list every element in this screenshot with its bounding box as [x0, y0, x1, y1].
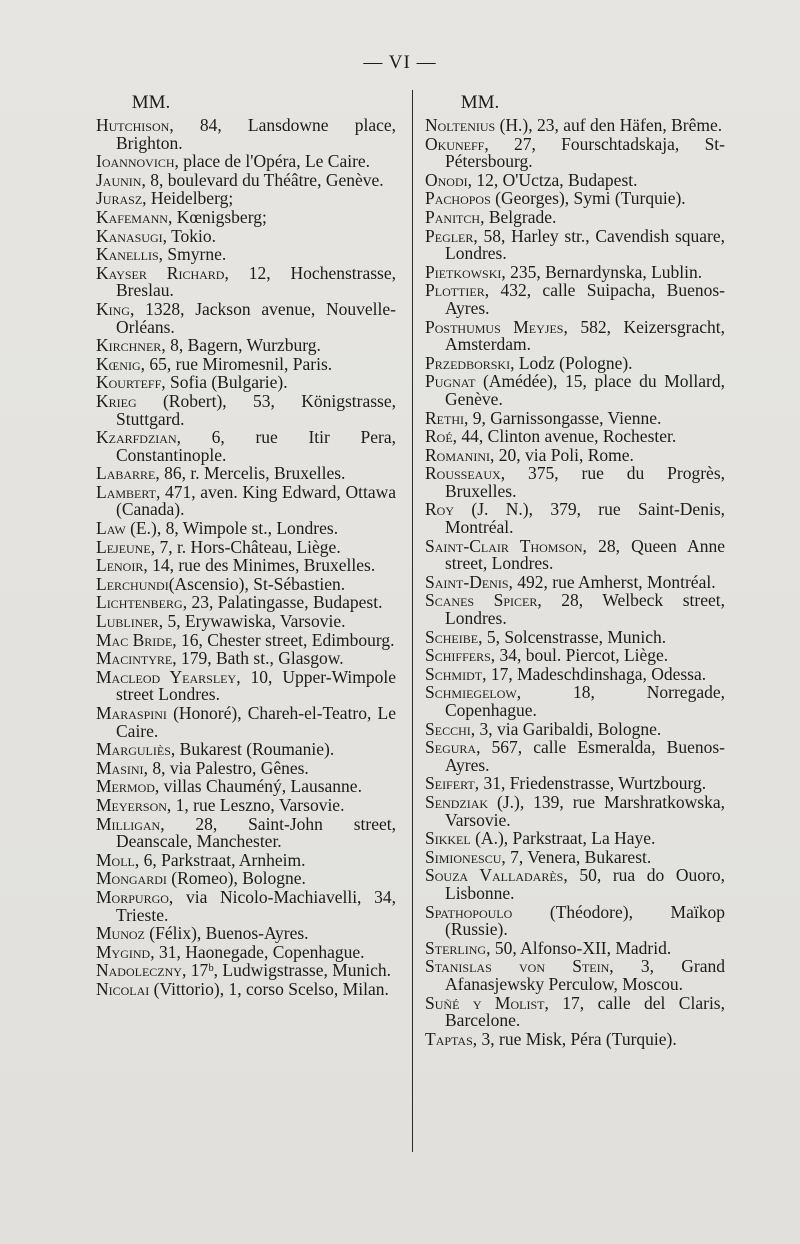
member-name: Munoz — [96, 923, 145, 944]
member-address: , via Nicolo-Machiavelli, 34, Trieste. — [116, 886, 396, 925]
member-address: , 12, O'Uctza, Budapest. — [467, 169, 638, 190]
member-name: Morpurgo — [96, 886, 169, 907]
member-name: Seifert — [425, 773, 475, 794]
member-address: (Honoré), Chareh-el-Teatro, Le Caire. — [116, 703, 396, 741]
member-entry — [425, 444, 725, 465]
member-entry — [96, 225, 396, 246]
member-address: , villas Chauméný, Lausanne. — [154, 776, 362, 797]
member-entry — [425, 791, 725, 830]
member-entry — [425, 169, 725, 190]
member-address: , Tokio. — [162, 225, 217, 246]
member-entry — [96, 629, 396, 650]
member-address: , 28, Queen Anne street, Londres. — [445, 535, 725, 574]
member-name: Kanasugi — [96, 225, 163, 246]
member-name: Segura — [425, 737, 477, 758]
member-address: , 27, Fourschtadskaja, St-Pétersbourg. — [445, 133, 725, 172]
member-entry — [96, 870, 396, 888]
member-address: , 582, Keizersgracht, Amsterdam. — [445, 316, 725, 355]
member-address: , 50, rua do Ouoro, Lisbonne. — [445, 865, 726, 903]
member-name: Sterling — [425, 937, 487, 958]
member-address: , 34, boul. Piercot, Liège. — [490, 645, 669, 666]
member-name: Souza Valladarès — [425, 865, 564, 886]
member-address: , 8, via Palestro, Gênes. — [143, 757, 309, 778]
member-name: Macleod Yearsley — [96, 666, 237, 687]
member-name: Mongardi — [96, 868, 167, 889]
member-name: Spathopoulo — [425, 901, 513, 922]
member-address: , Smyrne. — [158, 244, 227, 265]
member-entry — [425, 626, 725, 647]
member-name: Okuneff — [425, 133, 485, 154]
member-address: , 86, r. Mercelis, Bruxelles. — [155, 463, 346, 484]
member-entry — [425, 663, 725, 684]
member-name: Kayser Richard — [96, 262, 225, 283]
member-entry — [96, 925, 396, 943]
member-name: Lejeune — [96, 536, 151, 557]
member-entry — [96, 169, 396, 190]
member-entry — [96, 962, 396, 980]
member-name: Rousseaux — [425, 463, 501, 484]
column-divider — [412, 90, 413, 1152]
member-name: Mermod — [96, 776, 155, 797]
right-entry-list — [425, 117, 725, 1048]
member-address: , 179, Bath st., Glasgow. — [172, 648, 344, 669]
member-entry — [96, 941, 396, 962]
member-address: , Heidelberg; — [142, 188, 234, 209]
member-address: , 8, boulevard du Théâtre, Genève. — [141, 169, 384, 190]
member-entry — [96, 465, 396, 483]
member-entry — [96, 262, 396, 301]
member-name: Kanellis — [96, 244, 159, 265]
member-address: , 6, Parkstraat, Arnheim. — [134, 849, 306, 870]
member-entry — [425, 647, 725, 665]
member-address: , 8, Bagern, Wurzburg. — [161, 335, 321, 356]
member-name: Schmidt — [425, 663, 483, 684]
member-address: , 31, Haonegade, Copenhague. — [150, 941, 365, 962]
member-entry — [96, 206, 396, 227]
member-entry — [96, 813, 396, 852]
member-name: Stanislas von Stein — [425, 956, 610, 977]
member-address: , 58, Harley str., Cavendish square, Londres. — [445, 225, 725, 264]
member-address: , 28, Saint-John street, Deanscale, Manchester. — [116, 813, 396, 852]
member-entry — [96, 666, 396, 705]
member-entry — [425, 867, 725, 902]
member-name: Meyerson — [96, 794, 167, 815]
member-name: Kirchner — [96, 335, 162, 356]
member-name: Lenoir — [96, 555, 144, 576]
member-entry — [425, 535, 725, 574]
member-address: , 7, Venera, Bukarest. — [501, 846, 652, 867]
member-entry — [425, 739, 725, 774]
member-name: Lerchundi — [96, 573, 169, 594]
member-name: Kœnig — [96, 353, 141, 374]
member-address: (E.), 8, Wimpole st., Londres. — [125, 518, 339, 539]
member-name: Lambert — [96, 481, 156, 502]
member-address: (A.), Parkstraat, La Haye. — [470, 828, 656, 849]
member-name: Krieg — [96, 390, 137, 411]
member-entry — [425, 775, 725, 793]
member-address: , Belgrade. — [480, 206, 557, 227]
member-name: Milligan — [96, 813, 161, 834]
member-address: , 20, via Poli, Rome. — [490, 444, 634, 465]
member-address: , 10, Upper-Wimpole street Londres. — [116, 666, 396, 705]
member-name: Roé — [425, 426, 453, 447]
member-entry — [96, 741, 396, 759]
member-address: , 3, Grand Afanasjewsky Perculow, Moscou. — [445, 956, 725, 994]
member-entry — [425, 592, 725, 627]
member-entry — [425, 992, 725, 1031]
member-entry — [425, 190, 725, 208]
member-address: , 1328, Jackson avenue, Nouvelle-Orléans. — [116, 298, 396, 337]
member-name: Maraspini — [96, 703, 167, 723]
member-name: Schiffers — [425, 645, 491, 666]
member-address: , Bukarest (Roumanie). — [170, 739, 335, 760]
member-name: Posthumus Meyjes — [425, 316, 564, 337]
member-address: , 14, rue des Minimes, Bruxelles. — [143, 555, 376, 576]
member-name: Simionescu — [425, 846, 502, 867]
member-address: , Kœnigsberg; — [167, 206, 267, 227]
member-entry — [425, 428, 725, 446]
member-name: Mac Bride — [96, 629, 173, 650]
member-entry — [425, 373, 725, 408]
member-address: , 50, Alfonso-XII, Madrid. — [486, 937, 672, 958]
member-address: , 16, Chester street, Edimbourg. — [172, 629, 395, 650]
member-name: Macintyre — [96, 648, 173, 669]
member-name: Lubliner — [96, 611, 159, 632]
member-entry — [96, 298, 396, 337]
left-column-heading: MM. — [131, 92, 171, 113]
member-name: Law — [96, 518, 126, 539]
member-entry — [96, 520, 396, 538]
member-name: Suñé y Molist — [425, 992, 545, 1013]
member-name: Saint-Clair Thomson — [425, 535, 583, 556]
member-entry — [96, 705, 396, 740]
member-name: Nadoleczny — [96, 960, 182, 981]
member-name: Secchi — [425, 718, 471, 739]
member-entry — [425, 225, 725, 264]
member-name: Mygind — [96, 941, 151, 962]
member-address: , 492, rue Amherst, Montréal. — [508, 571, 716, 592]
member-entry — [425, 830, 725, 848]
member-name: Schmiegelow — [425, 682, 517, 703]
member-entry — [425, 407, 725, 428]
member-name: Pietkowski — [425, 261, 502, 282]
member-address: , Lodz (Pologne). — [510, 352, 633, 373]
member-address: , place de l'Opéra, Le Caire. — [174, 151, 371, 172]
member-entry — [425, 261, 725, 282]
member-entry — [96, 190, 396, 208]
member-name: Scanes Spicer — [425, 590, 538, 611]
member-address: , 1, rue Leszno, Varsovie. — [166, 794, 345, 815]
member-name: Kourteff — [96, 372, 162, 393]
member-address: (Vittorio), 1, corso Scelso, Milan. — [149, 978, 389, 999]
member-entry — [96, 374, 396, 392]
member-address: , 17, Madeschdinshaga, Odessa. — [482, 663, 707, 684]
member-entry — [96, 557, 396, 575]
member-entry — [96, 573, 396, 594]
member-entry — [96, 613, 396, 631]
member-name: Marguliès — [96, 739, 171, 760]
member-address: (Théodore), Maïkop (Russie). — [445, 901, 725, 940]
member-name: Kafemann — [96, 206, 168, 227]
member-entry — [425, 133, 725, 172]
member-address: , 17, calle del Claris, Barcelone. — [445, 992, 725, 1031]
member-entry — [425, 901, 725, 940]
member-entry — [96, 978, 396, 999]
member-entry — [425, 937, 725, 958]
member-address: , 9, Garnissongasse, Vienne. — [464, 407, 662, 428]
member-name: Sendziak — [425, 791, 489, 812]
member-address: , 23, Palatingasse, Budapest. — [182, 592, 383, 613]
member-name: Pachopos — [425, 188, 491, 209]
member-name: Saint-Denis — [425, 571, 509, 592]
member-entry — [96, 757, 396, 778]
member-entry — [425, 117, 725, 135]
member-entry — [425, 958, 725, 993]
member-name: Noltenius — [425, 115, 496, 135]
member-address: , 235, Bernardynska, Lublin. — [501, 261, 703, 282]
member-name: Scheibe — [425, 626, 479, 647]
member-address: , 567, calle Esmeralda, Buenos-Ayres. — [445, 737, 725, 775]
member-address: , 375, rue du Progrès, Bruxelles. — [445, 463, 725, 501]
member-entry — [96, 337, 396, 355]
member-name: Pugnat — [425, 371, 476, 392]
member-entry — [425, 206, 725, 227]
member-address: , 3, rue Misk, Péra (Turquie). — [472, 1028, 677, 1049]
member-address: (Georges), Symi (Turquie). — [490, 188, 686, 209]
member-name: Lichtenberg — [96, 592, 183, 613]
member-entry — [96, 849, 396, 870]
member-address: , 28, Welbeck street, Londres. — [445, 590, 725, 629]
member-name: Jurasz — [96, 188, 143, 209]
member-entry — [96, 246, 396, 264]
member-entry — [96, 153, 396, 171]
member-address: , 7, r. Hors-Château, Liège. — [150, 536, 341, 557]
member-name: Taptas — [425, 1028, 473, 1049]
right-column-heading: MM. — [460, 92, 500, 113]
left-entry-list — [96, 117, 396, 999]
member-address: , 471, aven. King Edward, Ottawa (Canada). — [116, 481, 396, 520]
member-name: Hutchison — [96, 115, 170, 135]
member-entry — [96, 536, 396, 557]
member-entry — [425, 501, 725, 536]
member-entry — [96, 794, 396, 815]
member-address: , 5, Erywawiska, Varsovie. — [158, 611, 346, 632]
member-address: (Ascensio), St-Sébastien. — [168, 573, 346, 594]
member-entry — [425, 1028, 725, 1049]
member-name: Rethi — [425, 407, 464, 428]
member-address: , 44, Clinton avenue, Rochester. — [452, 426, 677, 447]
member-entry — [96, 481, 396, 520]
member-address: , 18, Norregade, Copenhague. — [445, 682, 725, 720]
member-name: Przedborski — [425, 352, 511, 373]
member-address: (J.), 139, rue Marshratkowska, Varsovie. — [445, 791, 725, 830]
member-entry — [96, 429, 396, 464]
member-name: Masini — [96, 757, 144, 778]
member-entry — [425, 282, 725, 317]
member-name: Jaunin — [96, 169, 142, 190]
member-name: Pegler — [425, 225, 474, 246]
member-address: (H.), 23, auf den Häfen, Brême. — [495, 115, 723, 135]
member-name: Panitch — [425, 206, 481, 227]
member-entry — [96, 650, 396, 668]
member-name: Kzarfdzian — [96, 427, 177, 448]
member-entry — [96, 353, 396, 374]
member-entry — [425, 718, 725, 739]
member-address: (Félix), Buenos-Ayres. — [144, 923, 309, 944]
member-address: , 432, calle Suipacha, Buenos-Ayres. — [445, 280, 725, 318]
member-entry — [96, 886, 396, 925]
member-name: King — [96, 298, 130, 319]
member-address: , 5, Solcenstrasse, Munich. — [478, 626, 667, 647]
page-number: — VI — — [363, 52, 437, 73]
member-entry — [96, 390, 396, 429]
member-name: Plottier — [425, 280, 485, 301]
member-entry — [425, 316, 725, 355]
member-entry — [96, 594, 396, 612]
member-address: (J. N.), 379, rue Saint-Denis, Montréal. — [445, 499, 725, 538]
right-column — [425, 92, 725, 1049]
member-entry — [96, 778, 396, 796]
member-address: (Robert), 53, Königstrasse, Stuttgard. — [116, 390, 396, 429]
member-entry — [425, 684, 725, 719]
member-entry — [96, 117, 396, 152]
member-address: (Amédée), 15, place du Mollard, Genève. — [445, 371, 725, 409]
left-column — [96, 92, 396, 1000]
member-entry — [425, 352, 725, 373]
member-address: , 12, Hochenstrasse, Breslau. — [116, 262, 396, 301]
member-name: Ioannovich — [96, 151, 175, 172]
member-name: Roy — [425, 499, 455, 520]
member-name: Labarre — [96, 463, 156, 484]
member-name: Sikkel — [425, 828, 471, 849]
member-address: , 17ᵇ, Ludwigstrasse, Munich. — [181, 960, 392, 981]
member-entry — [425, 571, 725, 592]
member-name: Nicolai — [96, 978, 150, 999]
member-address: , 6, rue Itir Pera, Constantinople. — [116, 427, 396, 465]
member-address: , Sofia (Bulgarie). — [161, 372, 288, 393]
member-address: , 31, Friedenstrasse, Wurtzbourg. — [474, 773, 707, 794]
member-name: Onodi — [425, 169, 468, 190]
member-name: Moll — [96, 849, 135, 870]
member-name: Romanini — [425, 444, 490, 465]
member-entry — [425, 846, 725, 867]
member-address: , 3, via Garibaldi, Bologne. — [470, 718, 662, 739]
member-address: (Romeo), Bologne. — [166, 868, 306, 889]
member-entry — [425, 465, 725, 500]
member-address: , 84, Lansdowne place, Brighton. — [116, 115, 396, 153]
member-address: , 65, rue Miromesnil, Paris. — [140, 353, 333, 374]
